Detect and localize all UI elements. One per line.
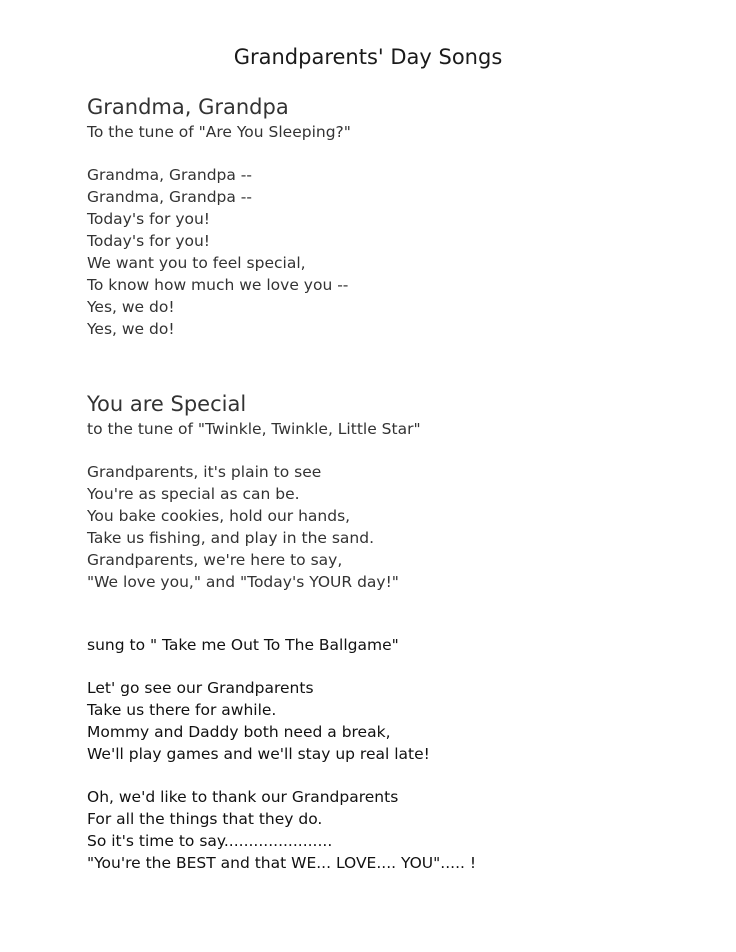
lyric-line: Yes, we do! (87, 320, 175, 338)
lyric-line: Let' go see our Grandparents (87, 679, 314, 697)
song-lyrics (87, 677, 707, 874)
lyric-line: We want you to feel special, (87, 254, 306, 272)
lyric-line: Grandma, Grandpa -- (87, 188, 252, 206)
song-ballgame (87, 634, 707, 874)
lyric-line: To know how much we love you -- (87, 276, 349, 294)
lyric-line: Take us fishing, and play in the sand. (87, 529, 375, 547)
lyric-line: You bake cookies, hold our hands, (87, 507, 351, 525)
lyric-line: Take us there for awhile. (87, 701, 277, 719)
lyric-line: Yes, we do! (87, 298, 175, 316)
lyric-line: "You're the BEST and that WE... LOVE.... YOU"..... ! (87, 854, 477, 872)
song-tune: to the tune of "Twinkle, Twinkle, Little Star" (87, 420, 421, 438)
lyric-line: "We love you," and "Today's YOUR day!" (87, 573, 399, 591)
lyric-line: For all the things that they do. (87, 810, 323, 828)
lyric-line: Today's for you! (87, 210, 211, 228)
page-title: Grandparents' Day Songs (233, 45, 503, 69)
lyric-line: Mommy and Daddy both need a break, (87, 723, 391, 741)
lyric-line: Oh, we'd like to thank our Grandparents (87, 788, 399, 806)
lyric-line: So it's time to say...................... (87, 832, 333, 850)
lyric-line: We'll play games and we'll stay up real late! (87, 745, 430, 763)
lyric-line: Grandma, Grandpa -- (87, 166, 252, 184)
song-you-are-special (87, 390, 707, 593)
song-lyrics (87, 164, 707, 340)
lyric-line: Grandparents, we're here to say, (87, 551, 343, 569)
song-grandma-grandpa (87, 93, 707, 340)
lyric-line: Grandparents, it's plain to see (87, 463, 322, 481)
stanza-gap (87, 765, 707, 786)
song-tune: sung to " Take me Out To The Ballgame" (87, 636, 399, 654)
song-lyrics (87, 461, 707, 593)
song-tune: To the tune of "Are You Sleeping?" (87, 123, 351, 141)
song-title: Grandma, Grandpa (87, 95, 289, 119)
lyric-line: Today's for you! (87, 232, 211, 250)
lyric-line: You're as special as can be. (87, 485, 300, 503)
song-title: You are Special (87, 392, 247, 416)
